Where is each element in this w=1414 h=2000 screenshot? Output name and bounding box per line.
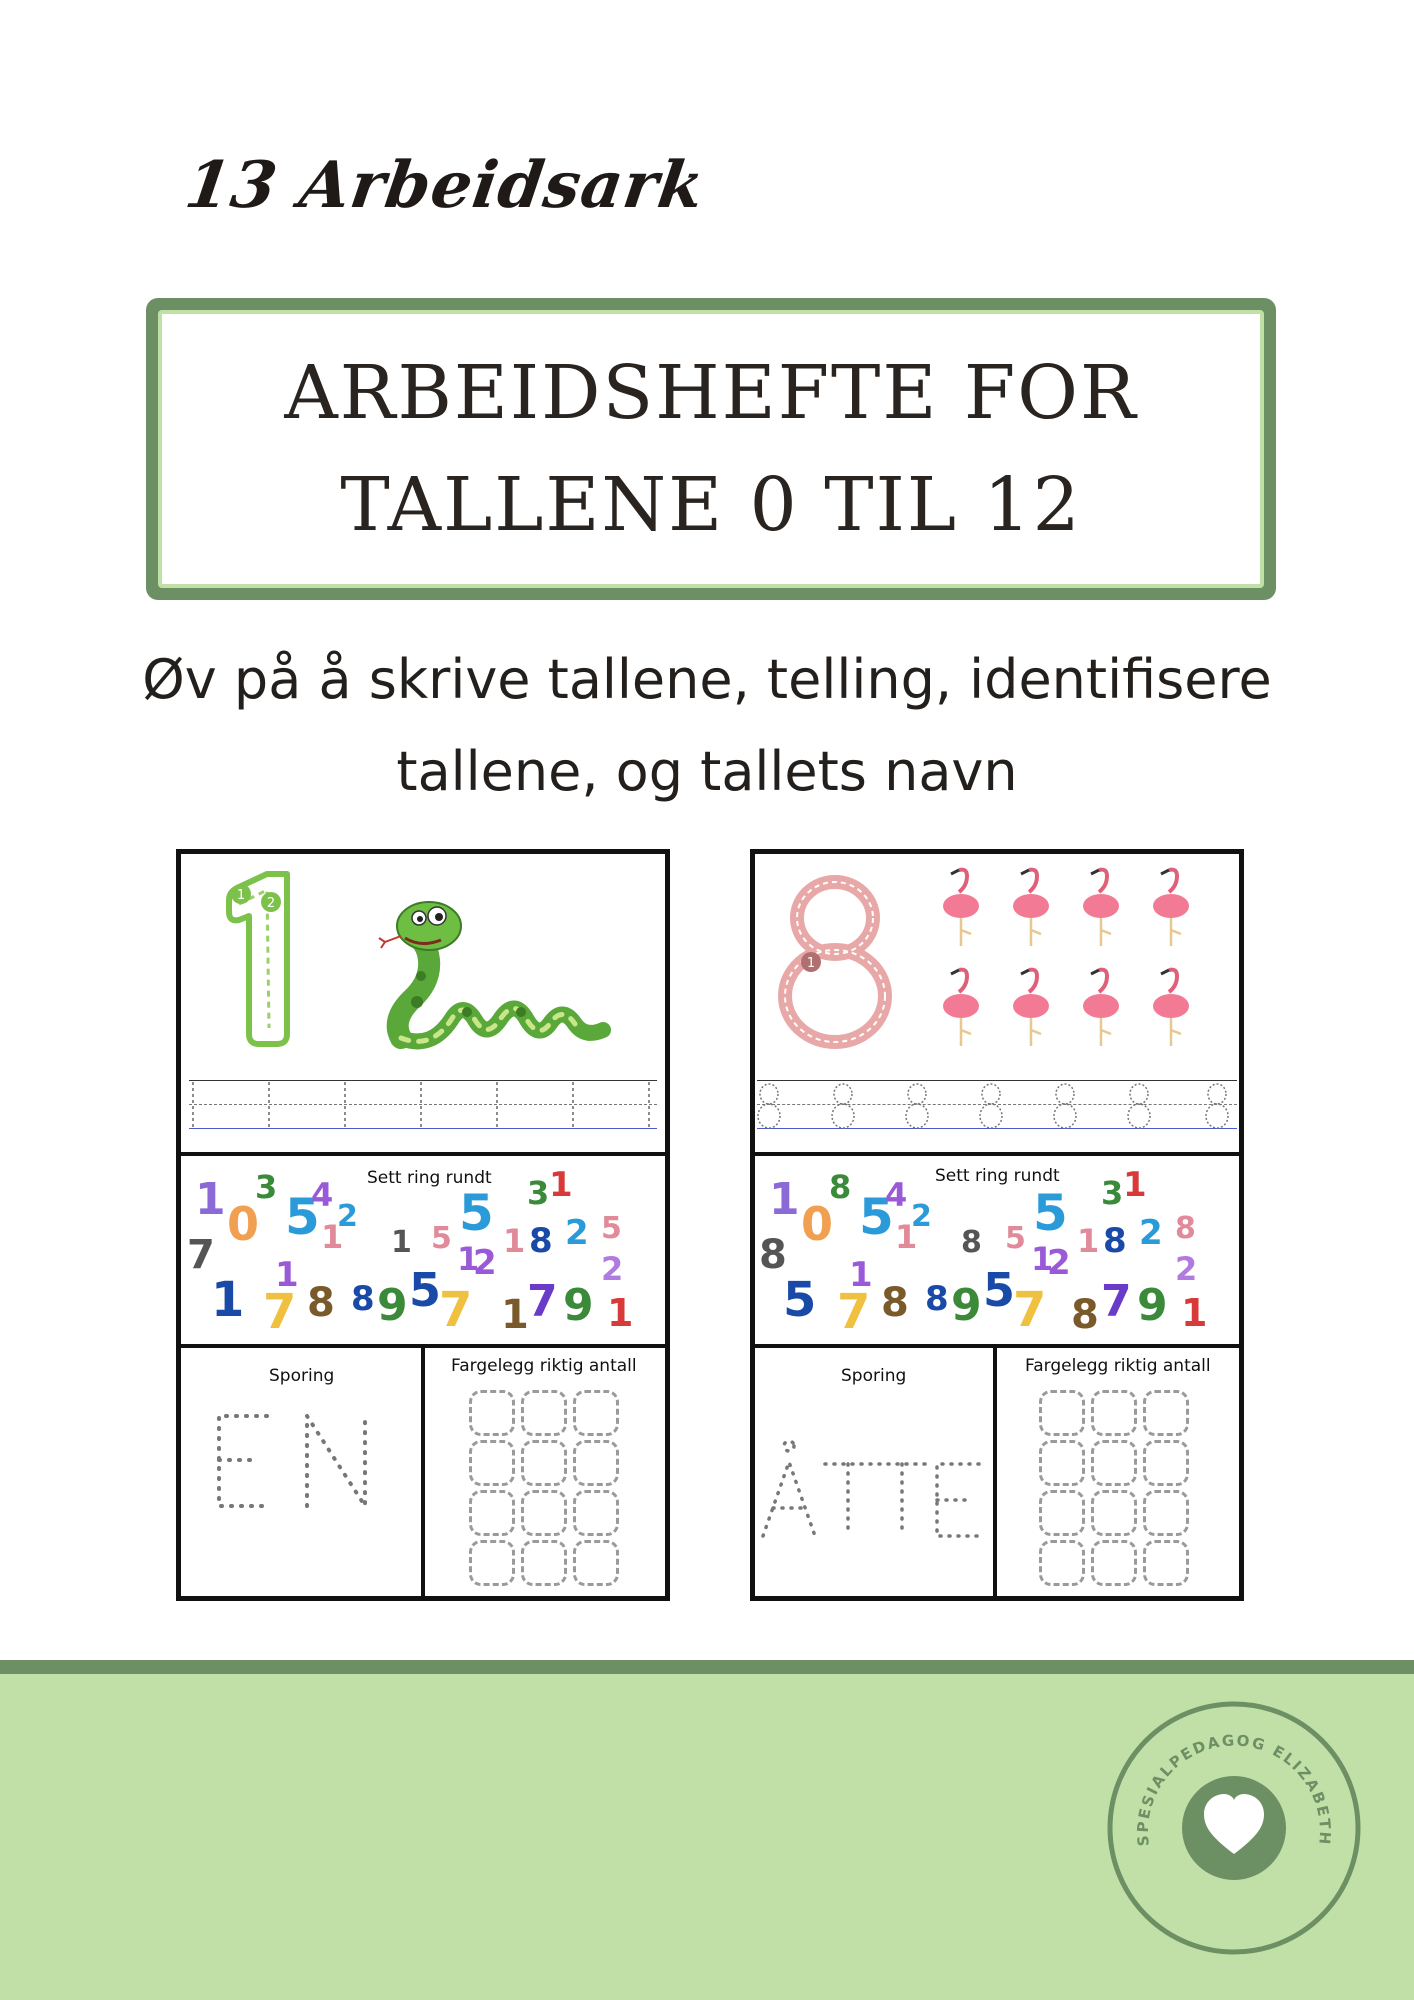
svg-text:2: 2 [266, 896, 276, 911]
circle-instruction: Sett ring rundt [935, 1166, 1060, 1186]
worksheet-8-bottom [755, 1348, 1239, 1596]
svg-text:8: 8 [1175, 1211, 1196, 1246]
svg-text:3: 3 [255, 1168, 278, 1206]
svg-text:1: 1 [549, 1165, 573, 1205]
svg-text:1: 1 [1077, 1222, 1100, 1260]
svg-text:7: 7 [187, 1232, 215, 1278]
svg-text:1: 1 [236, 888, 246, 903]
worksheet-preview-8 [750, 849, 1244, 1601]
digit-one-trace-icon [215, 868, 315, 1048]
worksheet-1-top [181, 854, 665, 1156]
mixed-numbers-field [755, 1156, 1239, 1344]
svg-text:7: 7 [837, 1284, 871, 1340]
svg-text:8: 8 [925, 1279, 949, 1319]
title-line-1: ARBEIDSHEFTE FOR [284, 350, 1138, 436]
svg-text:8: 8 [961, 1225, 982, 1260]
svg-text:1: 1 [503, 1222, 526, 1260]
worksheet-1-bottom [181, 1348, 665, 1596]
tracing-word-atte [759, 1438, 987, 1548]
svg-text:7: 7 [439, 1282, 473, 1338]
svg-text:0: 0 [227, 1197, 260, 1251]
digit-eight-trace-icon [765, 870, 905, 1050]
svg-text:3: 3 [1101, 1174, 1124, 1212]
svg-text:7: 7 [527, 1276, 558, 1327]
svg-text:7: 7 [263, 1284, 297, 1340]
svg-text:8: 8 [829, 1168, 852, 1206]
svg-text:1: 1 [769, 1174, 800, 1225]
mixed-numbers-field [181, 1156, 665, 1344]
svg-text:2: 2 [565, 1213, 589, 1253]
circle-instruction: Sett ring rundt [367, 1168, 492, 1188]
title-line-2: TALLENE 0 TIL 12 [340, 462, 1082, 548]
subtitle-line-1: Øv på å skrive tallene, telling, identifisere [142, 648, 1272, 711]
tracing-word-en [211, 1410, 411, 1520]
svg-text:1: 1 [211, 1272, 245, 1328]
svg-text:1: 1 [607, 1291, 634, 1335]
title-box [162, 314, 1260, 584]
svg-text:8: 8 [881, 1280, 909, 1326]
svg-text:1: 1 [391, 1225, 412, 1260]
worksheet-preview-1 [176, 849, 670, 1601]
svg-text:8: 8 [307, 1280, 335, 1326]
svg-text:2: 2 [337, 1199, 358, 1234]
svg-text:5: 5 [431, 1221, 452, 1256]
worksheet-8-top [755, 854, 1239, 1156]
svg-text:1: 1 [1031, 1240, 1054, 1278]
brand-badge-logo [1106, 1700, 1362, 1956]
svg-text:2: 2 [1175, 1250, 1198, 1288]
svg-text:8: 8 [1103, 1221, 1127, 1261]
svg-text:9: 9 [563, 1280, 594, 1331]
svg-text:0: 0 [801, 1197, 834, 1251]
title-frame [146, 298, 1276, 600]
svg-text:1: 1 [457, 1240, 480, 1278]
svg-text:4: 4 [885, 1176, 908, 1214]
svg-text:2: 2 [473, 1243, 497, 1283]
svg-text:5: 5 [1033, 1184, 1068, 1242]
flamingo-icon [931, 864, 1231, 1064]
svg-text:5: 5 [601, 1211, 622, 1246]
svg-text:1: 1 [849, 1255, 873, 1295]
svg-text:2: 2 [1139, 1213, 1163, 1253]
svg-text:9: 9 [377, 1280, 408, 1331]
coloring-label: Fargelegg riktig antall [1025, 1356, 1211, 1376]
tracing-label: Sporing [269, 1366, 335, 1386]
svg-text:1: 1 [195, 1174, 226, 1225]
svg-text:7: 7 [1013, 1282, 1047, 1338]
footer-stripe [0, 1660, 1414, 1674]
svg-text:5: 5 [409, 1263, 442, 1317]
svg-text:5: 5 [285, 1188, 320, 1246]
count-title: 13 Arbeidsark [180, 148, 710, 223]
svg-text:1: 1 [895, 1218, 918, 1256]
svg-text:5: 5 [1005, 1221, 1026, 1256]
svg-text:5: 5 [459, 1184, 494, 1242]
svg-text:2: 2 [1047, 1243, 1071, 1283]
coloring-circles [1039, 1390, 1187, 1584]
svg-text:5: 5 [983, 1263, 1016, 1317]
coloring-circles [469, 1390, 617, 1584]
svg-text:SPESIALPEDAGOG ELIZABETH: SPESIALPEDAGOG ELIZABETH [1133, 1731, 1335, 1848]
svg-text:7: 7 [1101, 1276, 1132, 1327]
svg-text:9: 9 [1137, 1280, 1168, 1331]
svg-text:1: 1 [1181, 1291, 1208, 1335]
tracing-label: Sporing [841, 1366, 907, 1386]
svg-text:3: 3 [527, 1174, 550, 1212]
subtitle-line-2: tallene, og tallets navn [396, 740, 1018, 803]
handwriting-lines [757, 1080, 1237, 1132]
svg-text:1: 1 [275, 1255, 299, 1295]
worksheet-8-circle-numbers [755, 1156, 1239, 1348]
worksheet-1-circle-numbers [181, 1156, 665, 1348]
coloring-label: Fargelegg riktig antall [451, 1356, 637, 1376]
svg-text:2: 2 [911, 1199, 932, 1234]
svg-text:5: 5 [783, 1272, 817, 1328]
svg-text:5: 5 [859, 1188, 894, 1246]
snake-icon [371, 890, 611, 1050]
svg-text:8: 8 [1071, 1292, 1099, 1338]
svg-text:2: 2 [601, 1250, 624, 1288]
svg-text:8: 8 [529, 1221, 553, 1261]
svg-text:8: 8 [759, 1232, 787, 1278]
svg-text:8: 8 [351, 1279, 375, 1319]
subtitle [100, 634, 1314, 818]
handwriting-lines [189, 1080, 657, 1132]
svg-text:1: 1 [501, 1292, 529, 1338]
svg-text:9: 9 [951, 1280, 982, 1331]
svg-text:1: 1 [806, 956, 816, 971]
svg-text:1: 1 [321, 1218, 344, 1256]
svg-text:1: 1 [1123, 1165, 1147, 1205]
svg-text:4: 4 [311, 1176, 334, 1214]
